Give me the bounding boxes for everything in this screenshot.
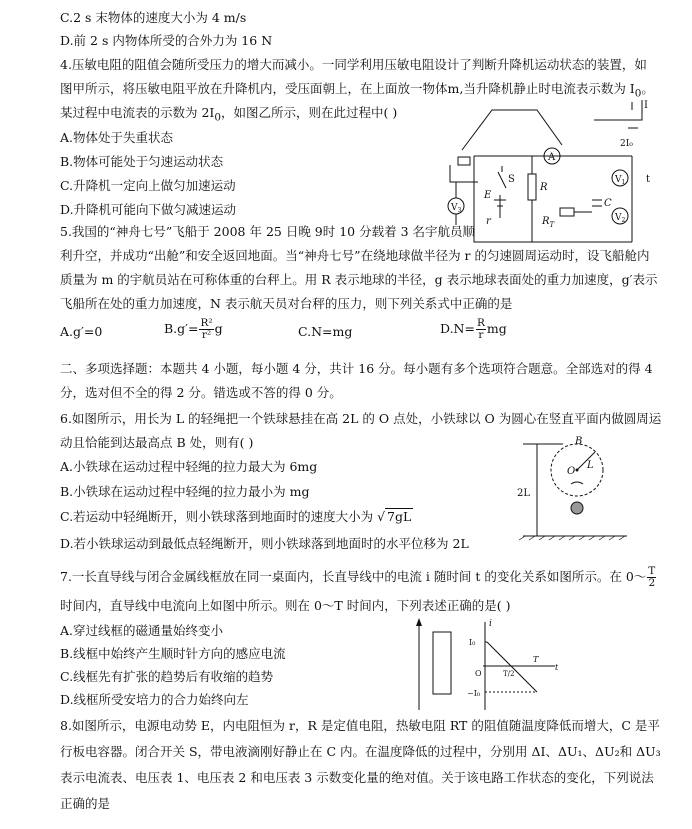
- q6-option-b: B.小铁球在运动过程中轻绳的拉力最小为 mg: [60, 484, 310, 499]
- label-v2: $V_2$: [615, 213, 626, 224]
- q5-text-4: 飞船所在处的重力加速度，N 表示航天员对台秤的压力，则下列关系式中正确的是: [60, 296, 513, 311]
- q6-option-d: D.若小铁球运动到最低点轻绳断开，则小铁球落到地面时的水平位移为 2L: [60, 536, 469, 551]
- height-marker: [523, 444, 627, 536]
- q4-option-b: B.物体可能处于匀速运动状态: [60, 154, 224, 169]
- current-line: [487, 642, 537, 692]
- pendulum-figure: [515, 436, 635, 548]
- q4-text-1: 4.压敏电阻的阻值会随所受压力的增大而减小。一同学利用压敏电阻设计了判断升降机运动状态的装置，如: [60, 57, 647, 72]
- q5-text-3: 质量为 m 的宇航员站在可称体重的台秤上。用 R 表示地球的半径，g 表示地球表面处的重力加速度，g′表示: [60, 272, 658, 287]
- label-i-axis: i: [489, 619, 492, 629]
- label-s: S: [508, 174, 515, 185]
- label-v3: $V_3$: [451, 203, 462, 214]
- q5-text-1: 5.我国的“神舟七号”飞船于 2008 年 25 日晚 9时 10 分载着 3 名宇航员顺: [60, 224, 475, 239]
- q4-text-3: 某过程中电流表的示数为 $2I_0$，如图乙所示，则在此过程中( ): [60, 105, 398, 124]
- q5-option-a: A.g′=0: [60, 324, 103, 339]
- iron-ball: [571, 502, 583, 514]
- label-2l: 2L: [517, 488, 531, 499]
- q6-text-1: 6.如图所示，用长为 L 的轻绳把一个铁球悬挂在高 2L 的 O 点处，小铁球以 O 为圆心在竖直平面内做圆周运: [60, 411, 662, 426]
- q7-option-d: D.线框所受安培力的合力始终向左: [60, 692, 249, 707]
- label-e: E: [484, 190, 492, 201]
- weight-block: [458, 157, 470, 165]
- resistor-r: [528, 174, 536, 200]
- q5-option-b: B.g′= $\frac{\text{R²}}{\text{r²}}$ g: [164, 317, 223, 341]
- label-a: A: [548, 152, 556, 163]
- label-o: O: [567, 466, 576, 477]
- q7-text-1: 7.一长直导线与闭合金属线框放在同一桌面内，长直导线中的电流 i 随时间 t 的变化关系如图所示。在 0～ $\frac{T}{2}$: [60, 565, 656, 589]
- capacitor: [592, 200, 602, 206]
- q7-option-a: A.穿过线框的磁通量始终变小: [60, 623, 224, 638]
- label-t-half: T/2: [503, 670, 515, 678]
- q6-option-a: A.小铁球在运动过程中轻绳的拉力最大为 6mg: [60, 459, 318, 474]
- q8-text-4: 正确的是: [60, 796, 111, 811]
- q8-text-2: 行板电容器。闭合开关 S，带电液滴刚好静止在 C 内。在温度降低的过程中，分别用 ΔI、ΔU₁、ΔU₂和 ΔU₃: [60, 744, 661, 759]
- label-l: L: [587, 460, 594, 471]
- label-t: t: [646, 174, 651, 185]
- label-v1: $V_1$: [615, 175, 626, 186]
- q5-option-d: D.N= $\frac{R}{r}$ mg: [440, 317, 507, 341]
- q4-text-2: 图甲所示，将压敏电阻平放在升降机内，受压面朝上，在上面放一物体m,当升降机静止时电流表示数为 $I_0$。: [60, 81, 654, 100]
- label-r: R: [540, 182, 548, 193]
- q6-option-c: C.若运动中轻绳断开，则小铁球落到地面时的速度大小为 √ 7gL: [60, 509, 412, 524]
- q4-option-c: C.升降机一定向上做匀加速运动: [60, 178, 236, 193]
- label-rt: $R_T$: [542, 216, 555, 229]
- q7-text-2: 时间内，直导线中电流向上如图中所示。则在 0～T 时间内，下列表述正确的是( ): [60, 598, 511, 613]
- label-2i0: 2I₀: [620, 139, 633, 149]
- wire-frame: [433, 632, 451, 694]
- q7-option-c: C.线框先有扩张的趋势后有收缩的趋势: [60, 669, 274, 684]
- section-2-heading-2: 分，选对但不全的得 2 分。错选或不答的得 0 分。: [60, 385, 342, 400]
- hanging-wire: [462, 110, 562, 150]
- label-t-axis: t: [555, 663, 559, 672]
- q5-option-c: C.N=mg: [298, 324, 353, 339]
- label-origin: O: [475, 669, 482, 678]
- label-b: B: [575, 436, 583, 447]
- label-t-period: T: [533, 655, 539, 664]
- option-c-prev: C.2 s 末物体的速度大小为 4 m/s: [60, 10, 247, 25]
- label-i: I: [644, 100, 648, 111]
- thermistor-rt: [560, 208, 574, 216]
- q8-text-1: 8.如图所示，电源电动势 E，内电阻恒为 r，R 是定值电阻，热敏电阻 RT 的阻值随温度降低而增大，C 是平: [60, 718, 660, 733]
- q6-text-2: 动且恰能到达最高点 B 处，则有( ): [60, 435, 254, 450]
- label-r-small: r: [486, 216, 491, 227]
- current-graph-figure: [405, 618, 565, 712]
- q4-option-a: A.物体处于失重状态: [60, 130, 174, 145]
- section-2-heading-1: 二、多项选择题：本题共 4 小题，每小题 4 分，共计 16 分。每小题有多个选项符合题意。全部选对的得 4: [60, 361, 653, 376]
- option-d-prev: D.前 2 s 内物体所受的合外力为 16 N: [60, 33, 273, 48]
- q7-option-b: B.线框中始终产生顺时针方向的感应电流: [60, 646, 286, 661]
- label-i0: I₀: [469, 638, 476, 647]
- q4-option-d: D.升降机可能向下做匀减速运动: [60, 202, 237, 217]
- circuit-figure: [442, 100, 658, 250]
- label-neg-i0: −I₀: [467, 689, 481, 698]
- q5-text-2: 利升空，并成功“出舱”和安全返回地面。当“神舟七号”在绕地球做半径为 r 的匀速圆周运动时，设飞船舱内: [60, 248, 650, 263]
- label-c: C: [604, 198, 612, 209]
- q8-text-3: 表示电流表、电压表 1、电压表 2 和电压表 3 示数变化量的绝对值。关于该电路工作状态的变化，下列说法: [60, 770, 654, 785]
